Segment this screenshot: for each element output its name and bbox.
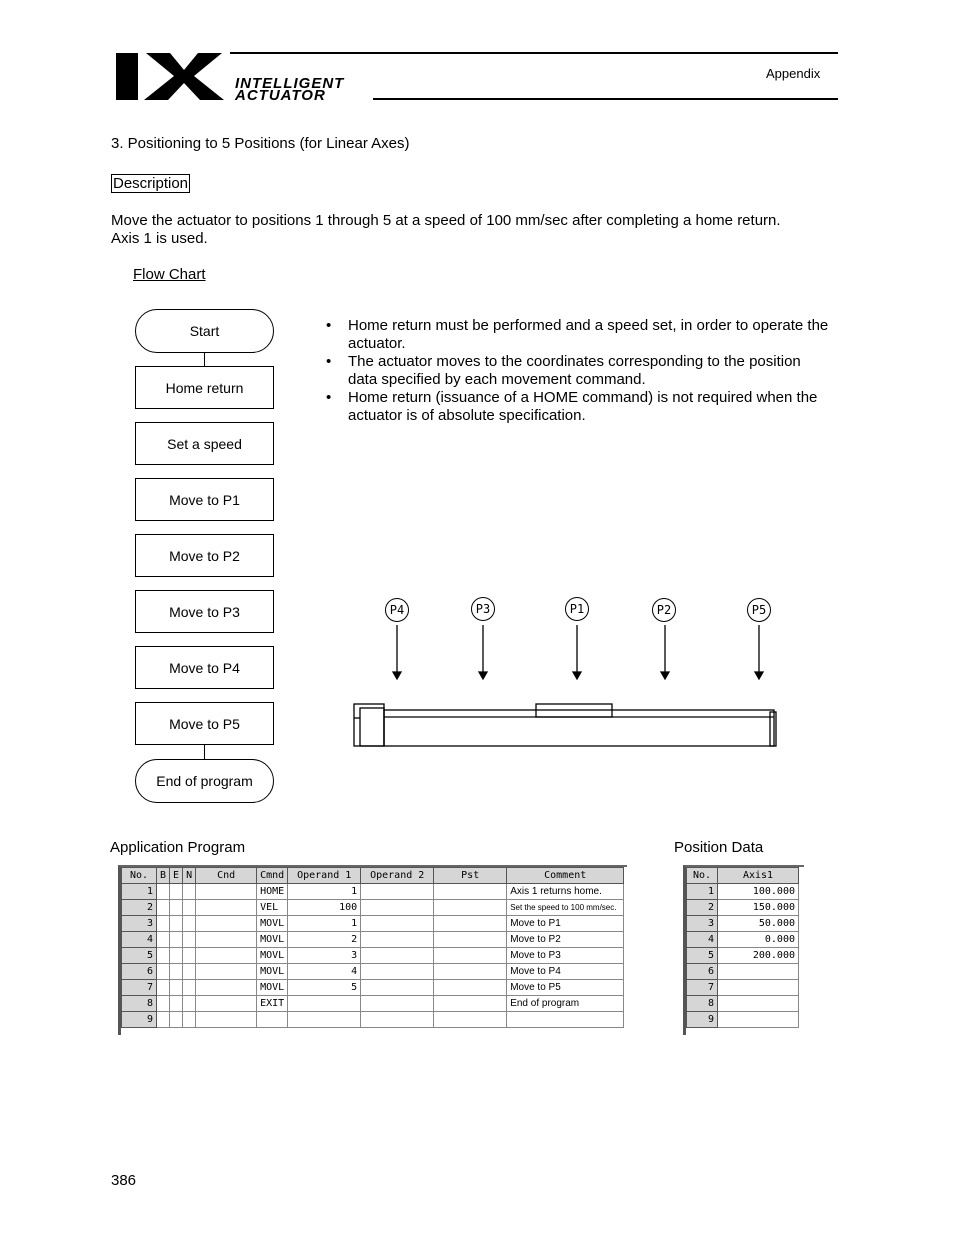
note-item: • Home return must be performed and a speed set, in order to operate the actuator.	[324, 317, 829, 353]
axis1-cell[interactable]	[718, 980, 799, 996]
flow-step: Move to P2	[135, 534, 274, 577]
table-row[interactable]	[687, 1012, 799, 1028]
table-row[interactable]	[122, 964, 624, 980]
table-row[interactable]	[122, 948, 624, 964]
column-header[interactable]: N	[183, 868, 196, 884]
table-row[interactable]	[687, 980, 799, 996]
operand1-cell[interactable]: 3	[288, 948, 361, 964]
row-number-cell[interactable]: 4	[122, 932, 157, 948]
actuator-diagram	[340, 620, 790, 755]
pst-cell[interactable]	[434, 900, 507, 916]
e-cell[interactable]	[170, 900, 183, 916]
column-header[interactable]: B	[157, 868, 170, 884]
logo-wordmark	[235, 75, 345, 104]
position-marker: P5	[747, 598, 771, 622]
pst-cell[interactable]	[434, 916, 507, 932]
operand2-cell[interactable]	[361, 900, 434, 916]
ix-logo-mark	[112, 50, 227, 102]
b-cell[interactable]	[157, 884, 170, 900]
flow-start: Start	[135, 309, 274, 353]
cnd-cell[interactable]	[196, 996, 257, 1012]
cnd-cell[interactable]	[196, 932, 257, 948]
cnd-cell[interactable]	[196, 900, 257, 916]
table-row[interactable]	[687, 884, 799, 900]
b-cell[interactable]	[157, 964, 170, 980]
row-number-cell[interactable]: 3	[687, 916, 718, 932]
row-number-cell[interactable]: 1	[687, 884, 718, 900]
b-cell[interactable]	[157, 980, 170, 996]
table-header-row	[122, 868, 624, 884]
e-cell[interactable]	[170, 964, 183, 980]
flow-connector	[204, 745, 205, 759]
b-cell[interactable]	[157, 948, 170, 964]
note-item: • The actuator moves to the coordinates corresponding to the position data specified by each movement command.	[324, 353, 829, 389]
row-number-cell[interactable]: 6	[687, 964, 718, 980]
row-number-cell[interactable]: 1	[122, 884, 157, 900]
column-header[interactable]: No.	[687, 868, 718, 884]
ix-logo	[112, 50, 227, 107]
operand1-cell[interactable]: 4	[288, 964, 361, 980]
column-header[interactable]: Operand 1	[288, 868, 361, 884]
row-number-cell[interactable]: 2	[687, 900, 718, 916]
operand1-cell[interactable]	[288, 996, 361, 1012]
column-header[interactable]: Pst	[434, 868, 507, 884]
column-header[interactable]: Cmnd	[257, 868, 288, 884]
cnd-cell[interactable]	[196, 1012, 257, 1028]
comment-cell[interactable]: Move to P1	[507, 916, 624, 932]
flow-end: End of program	[135, 759, 274, 803]
pst-cell[interactable]	[434, 964, 507, 980]
row-number-cell[interactable]: 3	[122, 916, 157, 932]
position-table	[683, 865, 804, 1035]
logo-line1: INTELLIGENT	[235, 75, 345, 92]
b-cell[interactable]	[157, 916, 170, 932]
application-program-label: Application Program	[110, 839, 246, 856]
command-cell[interactable]: HOME	[257, 884, 288, 900]
position-data-label: Position Data	[674, 839, 764, 856]
column-header[interactable]: Cnd	[196, 868, 257, 884]
comment-cell[interactable]: Move to P4	[507, 964, 624, 980]
pst-cell[interactable]	[434, 948, 507, 964]
cnd-cell[interactable]	[196, 964, 257, 980]
row-number-cell[interactable]: 9	[122, 1012, 157, 1028]
table-row[interactable]	[687, 948, 799, 964]
axis1-cell[interactable]	[718, 964, 799, 980]
column-header[interactable]: Axis1	[718, 868, 799, 884]
position-marker: P4	[385, 598, 409, 622]
cnd-cell[interactable]	[196, 980, 257, 996]
header-rule-top	[230, 52, 838, 54]
flow-step: Move to P3	[135, 590, 274, 633]
n-cell[interactable]	[183, 884, 196, 900]
b-cell[interactable]	[157, 932, 170, 948]
table-row[interactable]	[122, 980, 624, 996]
flow-connector	[204, 352, 205, 366]
e-cell[interactable]	[170, 884, 183, 900]
program-table	[118, 865, 627, 1035]
row-number-cell[interactable]: 6	[122, 964, 157, 980]
flow-chart-label: Flow Chart	[133, 266, 206, 283]
e-cell[interactable]	[170, 980, 183, 996]
table-row[interactable]	[122, 1012, 624, 1028]
section-title: 3. Positioning to 5 Positions (for Linear Axes)	[111, 135, 410, 152]
n-cell[interactable]	[183, 996, 196, 1012]
flow-step: Home return	[135, 366, 274, 409]
notes	[324, 317, 829, 425]
comment-cell[interactable]: Move to P2	[507, 932, 624, 948]
row-number-cell[interactable]: 7	[687, 980, 718, 996]
position-marker: P1	[565, 597, 589, 621]
operand1-cell[interactable]: 2	[288, 932, 361, 948]
operand2-cell[interactable]	[361, 1012, 434, 1028]
row-number-cell[interactable]: 4	[687, 932, 718, 948]
pst-cell[interactable]	[434, 980, 507, 996]
axis1-cell[interactable]: 0.000	[718, 932, 799, 948]
row-number-cell[interactable]: 8	[122, 996, 157, 1012]
e-cell[interactable]	[170, 916, 183, 932]
table-row[interactable]	[122, 996, 624, 1012]
operand2-cell[interactable]	[361, 916, 434, 932]
operand2-cell[interactable]	[361, 996, 434, 1012]
cnd-cell[interactable]	[196, 884, 257, 900]
operand1-cell[interactable]: 1	[288, 884, 361, 900]
b-cell[interactable]	[157, 996, 170, 1012]
axis1-cell[interactable]	[718, 996, 799, 1012]
comment-cell[interactable]: Move to P3	[507, 948, 624, 964]
column-header[interactable]: E	[170, 868, 183, 884]
table-row[interactable]	[687, 932, 799, 948]
command-cell[interactable]: EXIT	[257, 996, 288, 1012]
operand2-cell[interactable]	[361, 948, 434, 964]
note-item: • Home return (issuance of a HOME command) is not required when the actuator is of absolute specification.	[324, 389, 829, 425]
flow-step: Move to P5	[135, 702, 274, 745]
flow-step: Move to P1	[135, 478, 274, 521]
position-marker: P2	[652, 598, 676, 622]
table-row[interactable]	[687, 900, 799, 916]
logo-line2: ACTUATOR	[235, 87, 326, 104]
row-number-cell[interactable]: 9	[687, 1012, 718, 1028]
table-row[interactable]	[122, 884, 624, 900]
e-cell[interactable]	[170, 932, 183, 948]
table-row[interactable]	[122, 932, 624, 948]
n-cell[interactable]	[183, 964, 196, 980]
operand1-cell[interactable]: 1	[288, 916, 361, 932]
e-cell[interactable]	[170, 1012, 183, 1028]
command-cell[interactable]: MOVL	[257, 964, 288, 980]
row-number-cell[interactable]: 7	[122, 980, 157, 996]
column-header[interactable]: No.	[122, 868, 157, 884]
table-row[interactable]	[122, 900, 624, 916]
n-cell[interactable]	[183, 900, 196, 916]
axis1-cell[interactable]: 100.000	[718, 884, 799, 900]
operand2-cell[interactable]	[361, 980, 434, 996]
operand1-cell[interactable]	[288, 1012, 361, 1028]
axis1-cell[interactable]: 150.000	[718, 900, 799, 916]
comment-cell[interactable]	[507, 1012, 624, 1028]
axis1-cell[interactable]: 200.000	[718, 948, 799, 964]
column-header[interactable]: Comment	[507, 868, 624, 884]
command-cell[interactable]	[257, 1012, 288, 1028]
command-cell[interactable]: MOVL	[257, 980, 288, 996]
description-label: Description	[113, 175, 189, 192]
cnd-cell[interactable]	[196, 948, 257, 964]
flow-step: Set a speed	[135, 422, 274, 465]
operand2-cell[interactable]	[361, 884, 434, 900]
command-cell[interactable]: MOVL	[257, 948, 288, 964]
table-row[interactable]	[122, 916, 624, 932]
n-cell[interactable]	[183, 948, 196, 964]
pst-cell[interactable]	[434, 1012, 507, 1028]
description-text-2: Axis 1 is used.	[111, 230, 208, 247]
row-number-cell[interactable]: 8	[687, 996, 718, 1012]
b-cell[interactable]	[157, 900, 170, 916]
comment-cell[interactable]: Move to P5	[507, 980, 624, 996]
operand1-cell[interactable]: 5	[288, 980, 361, 996]
n-cell[interactable]	[183, 932, 196, 948]
header-rule-bottom	[373, 98, 838, 100]
pst-cell[interactable]	[434, 884, 507, 900]
n-cell[interactable]	[183, 916, 196, 932]
row-number-cell[interactable]: 2	[122, 900, 157, 916]
operand1-cell[interactable]: 100	[288, 900, 361, 916]
cnd-cell[interactable]	[196, 916, 257, 932]
b-cell[interactable]	[157, 1012, 170, 1028]
comment-cell[interactable]: Set the speed to 100 mm/sec.	[507, 900, 624, 916]
row-number-cell[interactable]: 5	[687, 948, 718, 964]
n-cell[interactable]	[183, 980, 196, 996]
description-text-1: Move the actuator to positions 1 through 5 at a speed of 100 mm/sec after completing a home return.	[111, 212, 781, 229]
flow-step: Move to P4	[135, 646, 274, 689]
comment-cell[interactable]: Axis 1 returns home.	[507, 884, 624, 900]
table-row[interactable]	[687, 916, 799, 932]
command-cell[interactable]: VEL	[257, 900, 288, 916]
operand2-cell[interactable]	[361, 964, 434, 980]
e-cell[interactable]	[170, 996, 183, 1012]
section-label: Appendix	[766, 66, 821, 81]
comment-cell[interactable]: End of program	[507, 996, 624, 1012]
axis1-cell[interactable]	[718, 1012, 799, 1028]
operand2-cell[interactable]	[361, 932, 434, 948]
table-header-row	[687, 868, 799, 884]
row-number-cell[interactable]: 5	[122, 948, 157, 964]
pst-cell[interactable]	[434, 932, 507, 948]
page-number: 386	[111, 1172, 137, 1189]
axis1-cell[interactable]: 50.000	[718, 916, 799, 932]
table-row[interactable]	[687, 996, 799, 1012]
command-cell[interactable]: MOVL	[257, 916, 288, 932]
column-header[interactable]: Operand 2	[361, 868, 434, 884]
n-cell[interactable]	[183, 1012, 196, 1028]
pst-cell[interactable]	[434, 996, 507, 1012]
e-cell[interactable]	[170, 948, 183, 964]
table-row[interactable]	[687, 964, 799, 980]
position-marker: P3	[471, 597, 495, 621]
command-cell[interactable]: MOVL	[257, 932, 288, 948]
